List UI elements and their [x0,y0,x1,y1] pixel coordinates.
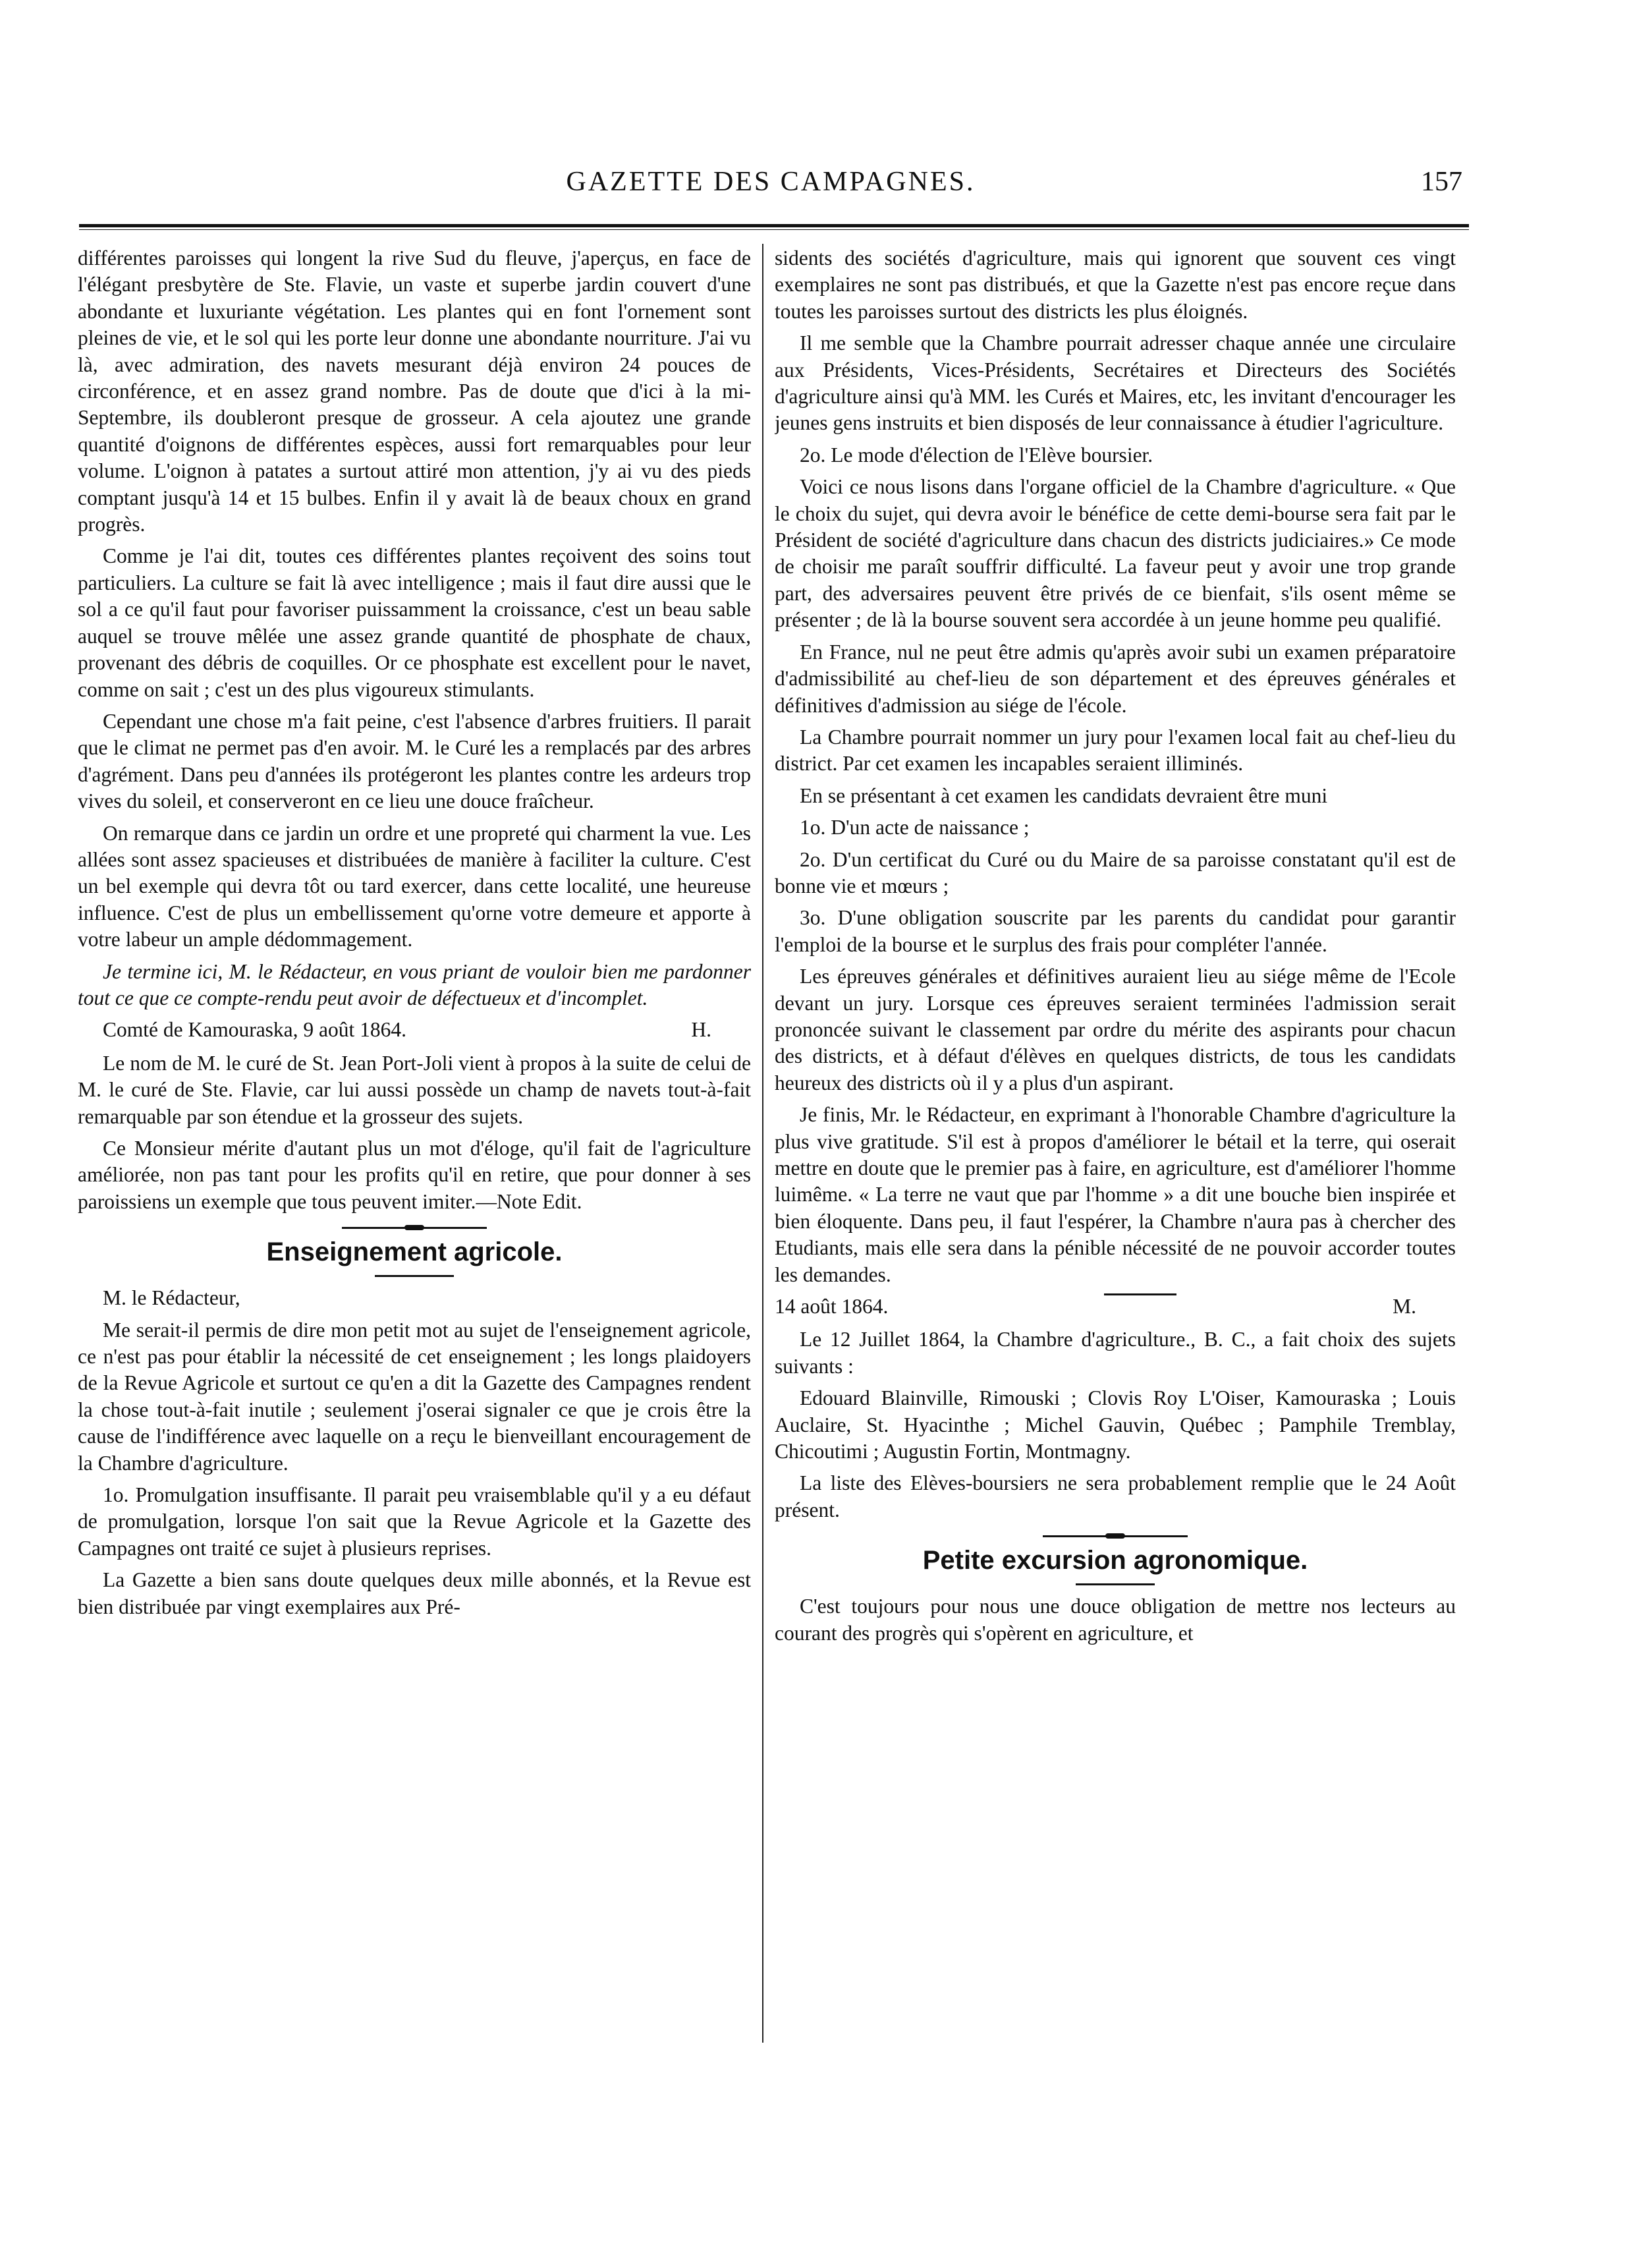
signature-line [78,1017,751,1043]
paragraph: Il me semble que la Chambre pourrait adresser chaque année une circulaire aux Présidents, Vices-Présidents, Secrétaires et Directeurs des Sociétés d'agriculture ainsi qu'à MM. les Curés et Maires, etc, les invitant d'encourager les jeunes gens instruits et bien disposés de leur connaissance à étudier l'agriculture. [775,331,1456,435]
paragraph: sidents des sociétés d'agriculture, mais qui ignorent que souvent ces vingt exemplaires ne sont pas distribués, et que la Gazette n'est pas encore reçue dans toutes les paroisses surtout des districts les plus éloignés. [775,246,1456,323]
right-column [775,245,1456,2182]
salutation: M. le Rédacteur, [103,1286,240,1310]
paragraph: La Gazette a bien sans doute quelques deux mille abonnés, et la Revue est bien distribuée par vingt exemplaires aux Pré- [78,1568,751,1618]
paragraph: Voici ce nous lisons dans l'organe officiel de la Chambre d'agriculture. « Que le choix du sujet, qui devra avoir le bénéfice de cette demi-bourse sera fait par le Président de société d'agriculture dans chacun des districts judiciaires.» Ce mode de choisir me paraît souffrir difficulté. La faveur peut y avoir une trop grande part, des adversaires peuvent être privés de ce bienfait, s'ils osent même se présenter ; de là la bourse souvent sera accordée à un jeune homme peu qualifié. [775,475,1456,632]
paragraph: Les épreuves générales et définitives auraient lieu au siége même de l'Ecole devant un jury. Lorsque ces épreuves seraient terminées l'admission serait prononcée suivant le classement par ordre du mérite des aspirants pour chacun des districts, et à défaut d'élèves en quelques districts, de tous les candidats heureux des districts où il y a plus d'un aspirant. [775,965,1456,1094]
page-header [79,166,1462,206]
paragraph: Cependant une chose m'a fait peine, c'est l'absence d'arbres fruitiers. Il parait que le climat ne permet pas d'en avoir. M. le Curé les a remplacés par des arbres d'agrément. Dans peu d'années ils protégeront les plantes contre les ardeurs trop vives du soleil, et conserveront en ce lieu une douce fraîcheur. [78,709,751,813]
list-item: 3o. D'une obligation souscrite par les parents du candidat pour garantir l'emploi de la bourse et le surplus des frais pour compléter l'année. [775,906,1456,956]
paragraph: La liste des Elèves-boursiers ne sera probablement remplie que le 24 Août présent. [775,1471,1456,1521]
ornament-rule [342,1227,487,1229]
signature-initial: M. [1393,1295,1416,1318]
list-item: 2o. D'un certificat du Curé ou du Maire de sa paroisse constatant qu'il est de bonne vie et mœurs ; [775,847,1456,897]
paragraph: En se présentant à cet examen les candidats devraient être muni [800,783,1328,807]
signature-dash [1104,1293,1176,1320]
page-number: 157 [1421,167,1462,197]
ornament-rule [1043,1535,1188,1537]
paragraph: Le nom de M. le curé de St. Jean Port-Joli vient à propos à la suite de celui de M. le curé de Ste. Flavie, car lui aussi possède un champ de navets tout-à-fait remarquable par son étendue et la grosseur des sujets. [78,1051,751,1128]
list-item: 1o. D'un acte de naissance ; [800,816,1030,839]
paragraph: Edouard Blainville, Rimouski ; Clovis Roy L'Oiser, Kamouraska ; Louis Auclaire, St. Hyacinthe ; Michel Gauvin, Québec ; Pamphile Tremblay, Chicoutimi ; Augustin Fortin, Montmagny. [775,1386,1456,1463]
paragraph: C'est toujours pour nous une douce obligation de mettre nos lecteurs au courant des progrès qui s'opèrent en agriculture, et [775,1595,1456,1645]
paragraph: Comme je l'ai dit, toutes ces différentes plantes reçoivent des soins tout particuliers. La culture se fait là avec intelligence ; mais il faut dire aussi que le sol a ce qu'il faut pour favoriser puissamment la croissance, c'est un beau sable auquel se trouve mêlée une assez grande quantité de phosphate de chaux, provenant des débris de coquilles. Or ce phosphate est excellent pour le navet, comme on sait ; c'est un des plus vigoureux stimulants. [78,544,751,701]
short-rule [1076,1583,1155,1585]
signature-initials: H. [691,1018,711,1042]
paragraph: Me serait-il permis de dire mon petit mot au sujet de l'enseignement agricole, ce n'est pas pour établir la nécessité de cet enseignement ; les longs plaidoyers de la Revue Agricole et surtout ce qu'en a dit la Gazette des Campagnes rendent la chose tout-à-fait inutile ; seulement j'oserai signaler ce que je crois être la cause de l'indifférence avec laquelle on a reçu le bienveillant encouragement de la Chambre d'agriculture. [78,1318,751,1475]
paragraph: différentes paroisses qui longent la rive Sud du fleuve, j'aperçus, en face de l'élégant presbytère de Ste. Flavie, un vaste et superbe jardin couvert d'une abondante et luxuriante végétation. Les plantes qui en font l'ornement sont pleines de vie, et le sol qui les porte leur donne une abondante nourriture. J'ai vu là, avec admiration, des navets mesurant déjà environ 24 pouces de circonférence, et en assez grand nombre. Pas de doute que d'ici à la mi-Septembre, ils doubleront presque de grosseur. A cela ajoutez une grande quantité d'oignons de différentes espèces, aussi fort remarquables pour leur volume. L'oignon à patates a surtout attiré mon attention, j'y ai vu des pieds comptant jusqu'à 14 et 15 bulbes. Enfin il y avait là de beaux choux en grand progrès. [78,246,751,536]
signature-place: Comté de Kamouraska, 9 août 1864. [103,1018,407,1042]
signature-date: 14 août 1864. [775,1295,889,1318]
signature-line [775,1293,1456,1320]
paragraph: Je termine ici, M. le Rédacteur, en vous priant de vouloir bien me pardonner tout ce que ce compte-rendu peut avoir de défectueux et d'incomplet. [78,959,751,1009]
paragraph: Le 12 Juillet 1864, la Chambre d'agriculture., B. C., a fait choix des sujets suivants : [775,1328,1456,1378]
page-title: GAZETTE DES CAMPAGNES. [566,167,976,197]
paragraph: Ce Monsieur mérite d'autant plus un mot d'éloge, qu'il fait de l'agriculture améliorée, non pas tant pour les profits qu'il en retire, que pour donner à ses paroissiens un exemple que tous peuvent imiter.—Note Edit. [78,1137,751,1213]
paragraph: La Chambre pourrait nommer un jury pour l'examen local fait au chef-lieu du district. Par cet examen les incapables seraient illiminés. [775,725,1456,776]
header-rule [79,224,1469,230]
column-divider [762,244,763,2043]
section-title: Enseignement agricole. [266,1237,563,1267]
paragraph: Je finis, Mr. le Rédacteur, en exprimant à l'honorable Chambre d'agriculture la plus vive gratitude. S'il est à propos d'améliorer le bétail et la terre, qui oserait mettre en doute que le premier pas à faire, en agriculture, est d'améliorer l'homme luimême. « La terre ne vaut que par l'homme » a dit une bouche bien inspirée et bien éloquente. Dans peu, il faut l'espérer, la Chambre n'aura pas à chercher des Etudiants, mais elle sera dans la pénible nécessité de ne pouvoir accorder toutes les demandes. [775,1103,1456,1286]
short-rule [375,1275,454,1277]
left-column [78,245,751,2182]
paragraph: On remarque dans ce jardin un ordre et une propreté qui charment la vue. Les allées sont assez spacieuses et distribuées de manière à faciliter la culture. C'est un bel exemple qui devra tôt ou tard exercer, dans cette localité, une heureuse influence. C'est de plus un embellissement qu'orne votre demeure et apporte à votre labeur un ample dédommagement. [78,821,751,951]
section-title: Petite excursion agronomique. [922,1546,1308,1575]
paragraph: En France, nul ne peut être admis qu'après avoir subi un examen préparatoire d'admissibilité au chef-lieu de son département et des épreuves générales et définitives d'admission au siége de l'école. [775,640,1456,717]
paragraph: 2o. Le mode d'élection de l'Elève boursier. [800,443,1153,467]
paragraph: 1o. Promulgation insuffisante. Il parait peu vraisemblable qu'il y a eu défaut de promulgation, lorsque l'on sait que la Revue Agricole et la Gazette des Campagnes ont traité ce sujet à plusieurs reprises. [78,1483,751,1560]
